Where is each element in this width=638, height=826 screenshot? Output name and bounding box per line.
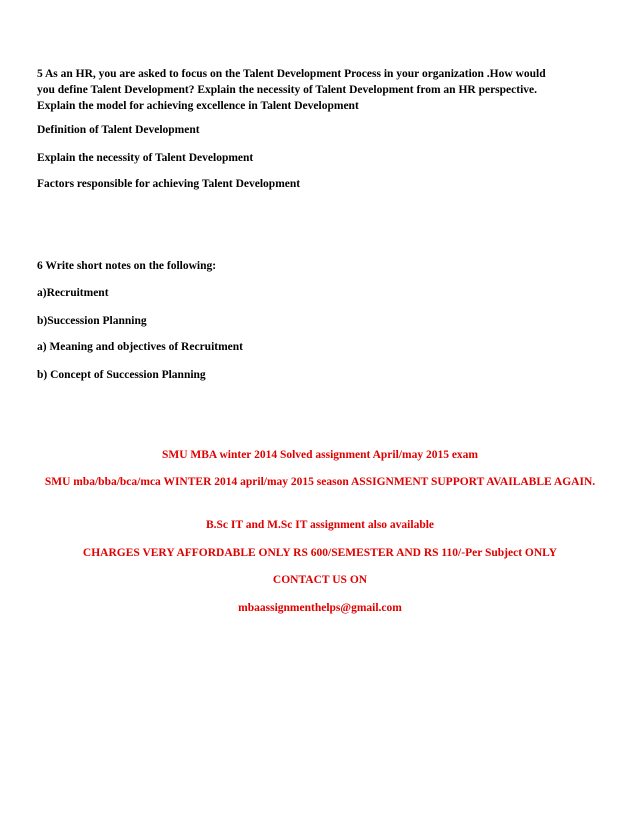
promo-line: B.Sc IT and M.Sc IT assignment also available [205,519,435,531]
promo-line: SMU MBA winter 2014 Solved assignment April/may 2015 exam [161,449,479,461]
contact-email: mbaassignmenthelps@gmail.com [238,602,402,614]
question-5-text [37,66,607,114]
promo-line: SMU mba/bba/bca/mca WINTER 2014 april/may 2015 season ASSIGNMENT SUPPORT AVAILABLE AGAIN. [44,476,596,488]
question-6-item: a) Meaning and objectives of Recruitment [37,341,244,353]
promo-line: CHARGES VERY AFFORDABLE ONLY RS 600/SEMESTER AND RS 110/-Per Subject ONLY [82,547,558,559]
promo-line: CONTACT US ON [272,574,368,586]
question-6-item: b)Succession Planning [37,315,147,327]
question-5-point: Definition of Talent Development [37,124,200,136]
question-6-item: b) Concept of Succession Planning [37,369,206,381]
question-5-line: Explain the model for achieving excellence in Talent Development [37,100,359,112]
question-6-heading: 6 Write short notes on the following: [37,260,217,272]
question-5-line: you define Talent Development? Explain the necessity of Talent Development from an HR perspective. [37,84,538,96]
question-5-point: Factors responsible for achieving Talent Development [37,178,301,190]
question-5-point: Explain the necessity of Talent Development [37,152,254,164]
question-5-line: 5 As an HR, you are asked to focus on the Talent Development Process in your organization .How would [37,68,546,80]
question-6-item: a)Recruitment [37,287,109,299]
